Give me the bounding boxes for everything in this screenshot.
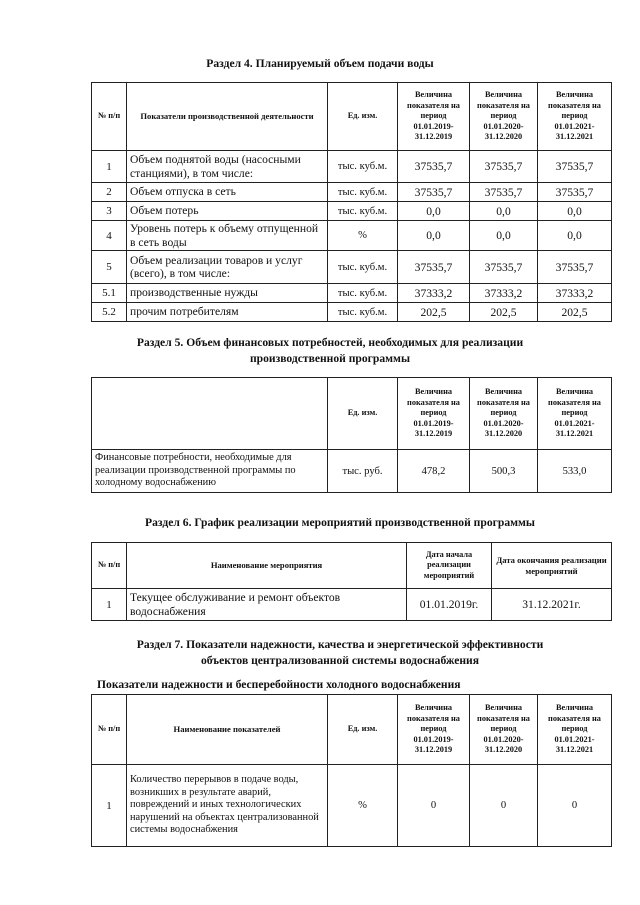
header-unit: Ед. изм. xyxy=(328,378,398,450)
row-end-date: 31.12.2021г. xyxy=(492,589,612,621)
row-value-2020: 202,5 xyxy=(470,303,538,322)
row-value-2019: 0 xyxy=(398,765,470,847)
row-unit: тыс. куб.м. xyxy=(328,151,398,183)
table-row xyxy=(92,284,612,303)
row-value-2020: 0 xyxy=(470,765,538,847)
header-period-2021: Величина показателя на период 01.01.2021-31.12.2021 xyxy=(538,695,612,765)
header-blank xyxy=(92,378,328,450)
section7-title-line1: Раздел 7. Показатели надежности, качества и энергетической эффективности xyxy=(136,638,544,651)
section7-table xyxy=(91,694,612,847)
header-indicator: Показатели производственной деятельности xyxy=(127,83,328,151)
table-row xyxy=(92,183,612,202)
row-value-2019: 478,2 xyxy=(398,450,470,493)
header-period-2021: Величина показателя на период 01.01.2021-31.12.2021 xyxy=(538,83,612,151)
row-unit: тыс. руб. xyxy=(328,450,398,493)
row-unit: тыс. куб.м. xyxy=(328,202,398,221)
header-period-2020: Величина показателя на период 01.01.2020-31.12.2020 xyxy=(470,378,538,450)
row-value-2021: 0,0 xyxy=(538,202,612,221)
section5-table xyxy=(91,377,612,493)
row-num: 4 xyxy=(92,221,127,251)
header-num: № п/п xyxy=(92,695,127,765)
row-start-date: 01.01.2019г. xyxy=(407,589,492,621)
row-value-2019: 0,0 xyxy=(398,221,470,251)
row-value-2019: 37535,7 xyxy=(398,183,470,202)
section7-header-row xyxy=(92,695,612,765)
row-name: Уровень потерь к объему отпущенной в сеть воды xyxy=(127,221,328,251)
header-period-2021: Величина показателя на период 01.01.2021-31.12.2021 xyxy=(538,378,612,450)
row-num: 2 xyxy=(92,183,127,202)
row-value-2021: 0,0 xyxy=(538,221,612,251)
row-unit: тыс. куб.м. xyxy=(328,303,398,322)
section6-title: Раздел 6. График реализации мероприятий производственной программы xyxy=(145,516,535,529)
table-row xyxy=(92,151,612,183)
row-unit: % xyxy=(328,765,398,847)
section5-title-line2: производственной программы xyxy=(249,352,411,365)
header-num: № п/п xyxy=(92,543,127,589)
table-row xyxy=(92,202,612,221)
row-value-2021: 0 xyxy=(538,765,612,847)
section4-table xyxy=(91,82,612,322)
row-value-2020: 37535,7 xyxy=(470,251,538,284)
row-value-2020: 37333,2 xyxy=(470,284,538,303)
row-name: прочим потребителям xyxy=(127,303,328,322)
row-value-2021: 37535,7 xyxy=(538,151,612,183)
header-start-date: Дата начала реализации мероприятий xyxy=(407,543,492,589)
section4-header-row xyxy=(92,83,612,151)
header-period-2019: Величина показателя на период 01.01.2019-31.12.2019 xyxy=(398,695,470,765)
row-name: Объем реализации товаров и услуг (всего), в том числе: xyxy=(127,251,328,284)
section7-title-line2: объектов централизованной системы водоснабжения xyxy=(201,654,479,667)
header-period-2019: Величина показателя на период 01.01.2019-31.12.2019 xyxy=(398,83,470,151)
section6-table xyxy=(91,542,612,621)
row-name: Объем отпуска в сеть xyxy=(127,183,328,202)
row-unit: тыс. куб.м. xyxy=(328,183,398,202)
row-value-2019: 37535,7 xyxy=(398,251,470,284)
header-name: Наименование показателей xyxy=(127,695,328,765)
row-num: 3 xyxy=(92,202,127,221)
row-value-2019: 37535,7 xyxy=(398,151,470,183)
table-row xyxy=(92,303,612,322)
header-period-2020: Величина показателя на период 01.01.2020-31.12.2020 xyxy=(470,695,538,765)
row-value-2019: 202,5 xyxy=(398,303,470,322)
row-value-2019: 0,0 xyxy=(398,202,470,221)
section7-subtitle: Показатели надежности и бесперебойности холодного водоснабжения xyxy=(97,678,461,691)
row-name: Количество перерывов в подаче воды, возникших в результате аварий, повреждений и иных технологических нарушений на объектах централизованной системы водоснабжения xyxy=(127,765,328,847)
row-unit: % xyxy=(328,221,398,251)
row-value-2021: 533,0 xyxy=(538,450,612,493)
row-name: производственные нужды xyxy=(127,284,328,303)
row-name: Объем потерь xyxy=(127,202,328,221)
row-value-2021: 37535,7 xyxy=(538,251,612,284)
header-num: № п/п xyxy=(92,83,127,151)
row-num: 1 xyxy=(92,589,127,621)
header-end-date: Дата окончания реализации мероприятий xyxy=(492,543,612,589)
row-name: Объем поднятой воды (насосными станциями), в том числе: xyxy=(127,151,328,183)
row-num: 5 xyxy=(92,251,127,284)
table-row xyxy=(92,450,612,493)
row-value-2021: 202,5 xyxy=(538,303,612,322)
table-row xyxy=(92,589,612,621)
section5-title-line1: Раздел 5. Объем финансовых потребностей, необходимых для реализации xyxy=(136,336,524,349)
header-unit: Ед. изм. xyxy=(328,695,398,765)
table-row xyxy=(92,251,612,284)
table-row xyxy=(92,765,612,847)
row-name: Финансовые потребности, необходимые для реализации производственной программы по холодному водоснабжению xyxy=(92,450,328,493)
table-row xyxy=(92,221,612,251)
row-unit: тыс. куб.м. xyxy=(328,284,398,303)
row-value-2020: 37535,7 xyxy=(470,183,538,202)
row-value-2021: 37535,7 xyxy=(538,183,612,202)
row-name: Текущее обслуживание и ремонт объектов водоснабжения xyxy=(127,589,407,621)
section5-header-row xyxy=(92,378,612,450)
row-num: 5.2 xyxy=(92,303,127,322)
header-name: Наименование мероприятия xyxy=(127,543,407,589)
row-num: 5.1 xyxy=(92,284,127,303)
row-unit: тыс. куб.м. xyxy=(328,251,398,284)
row-value-2021: 37333,2 xyxy=(538,284,612,303)
row-value-2020: 37535,7 xyxy=(470,151,538,183)
row-num: 1 xyxy=(92,151,127,183)
row-value-2019: 37333,2 xyxy=(398,284,470,303)
section4-title: Раздел 4. Планируемый объем подачи воды xyxy=(206,57,434,70)
row-value-2020: 500,3 xyxy=(470,450,538,493)
header-period-2020: Величина показателя на период 01.01.2020-31.12.2020 xyxy=(470,83,538,151)
section6-header-row xyxy=(92,543,612,589)
header-unit: Ед. изм. xyxy=(328,83,398,151)
row-num: 1 xyxy=(92,765,127,847)
header-period-2019: Величина показателя на период 01.01.2019-31.12.2019 xyxy=(398,378,470,450)
row-value-2020: 0,0 xyxy=(470,202,538,221)
row-value-2020: 0,0 xyxy=(470,221,538,251)
